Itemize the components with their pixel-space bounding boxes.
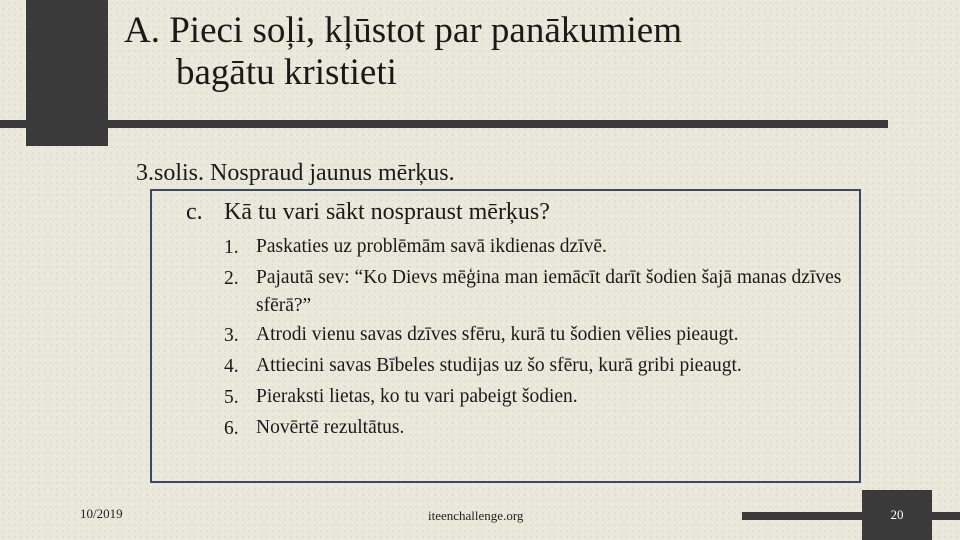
slide-title xyxy=(124,10,884,94)
title-line-2: bagātu kristieti xyxy=(176,52,397,93)
subheading-letter: c. xyxy=(186,199,203,225)
list-item xyxy=(224,382,854,413)
list-item-text: Atrodi vienu savas dzīves sfēru, kurā tu šodien vēlies pieaugt. xyxy=(256,324,739,345)
list-item-text: Paskaties uz problēmām savā ikdienas dzīvē. xyxy=(256,236,607,257)
subheading-text: Kā tu vari sākt nospraust mērķus? xyxy=(224,199,550,225)
footer-date: 10/2019 xyxy=(80,506,123,521)
list-item xyxy=(224,263,854,320)
title-line-1: A. Pieci soļi, kļūstot par panākumiem xyxy=(124,10,682,51)
page-number xyxy=(862,490,932,540)
steps-list xyxy=(224,232,854,444)
list-item-text: Attiecini savas Bībeles studijas uz šo sfēru, kurā gribi pieaugt. xyxy=(256,355,742,376)
list-item-number: 2. xyxy=(224,268,239,289)
list-item xyxy=(224,232,854,263)
list-item-number: 5. xyxy=(224,387,239,408)
list-item-number: 6. xyxy=(224,418,239,439)
list-item-text: Pieraksti lietas, ko tu vari pabeigt šodien. xyxy=(256,386,578,407)
footer-url: iteenchallenge.org xyxy=(428,508,524,523)
list-item-text: Pajautā sev: “Ko Dievs mēģina man iemācīt darīt šodien šajā manas dzīves sfērā?” xyxy=(256,267,842,316)
list-item xyxy=(224,413,854,444)
list-item-number: 4. xyxy=(224,356,239,377)
list-item xyxy=(224,320,854,351)
step-heading: 3.solis. Nospraud jaunus mērķus. xyxy=(136,160,455,186)
title-accent-bar xyxy=(0,120,888,128)
subheading xyxy=(186,197,550,227)
list-item-number: 1. xyxy=(224,237,239,258)
list-item-text: Novērtē rezultātus. xyxy=(256,417,405,438)
list-item-number: 3. xyxy=(224,325,239,346)
page-number-text: 20 xyxy=(890,507,904,522)
list-item xyxy=(224,351,854,382)
